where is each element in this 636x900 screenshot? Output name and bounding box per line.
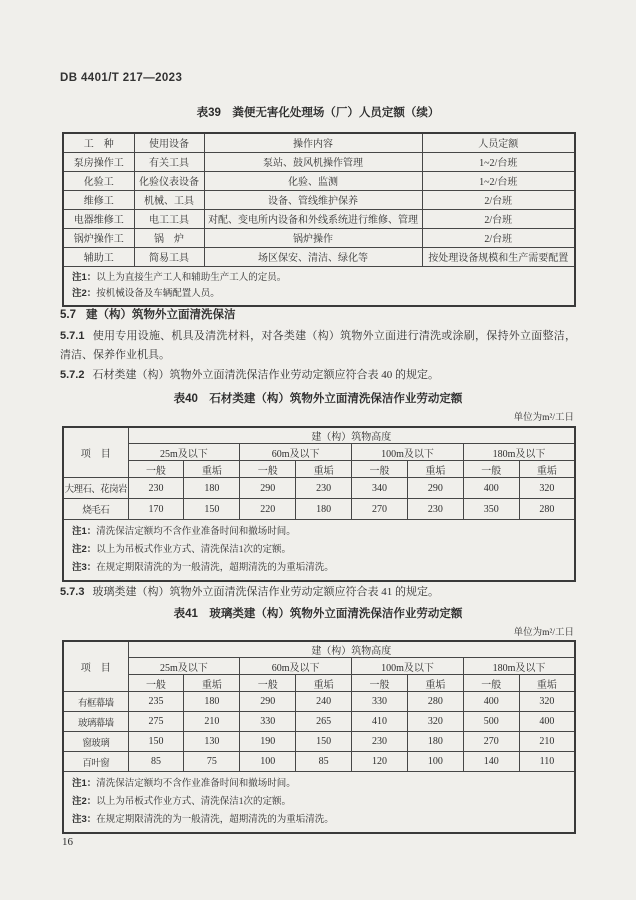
- col-header-equipment: 使用设备: [134, 133, 204, 152]
- value-cell: 290: [240, 692, 296, 712]
- value-cell: 130: [184, 732, 240, 752]
- value-cell: 290: [240, 478, 296, 499]
- value-cell: 190: [240, 732, 296, 752]
- note-label: 注2：: [72, 796, 97, 807]
- sub-header-heavy: 重垢: [296, 675, 352, 692]
- value-cell: 150: [184, 499, 240, 520]
- table-note: 注1：清洗保洁定额均不含作业准备时间和撤场时间。: [72, 526, 296, 537]
- value-cell: 330: [352, 692, 408, 712]
- sub-header-general: 一般: [128, 461, 184, 478]
- sub-header-general: 一般: [463, 461, 519, 478]
- value-cell: 290: [407, 478, 463, 499]
- value-cell: 1~2/台班: [422, 171, 575, 190]
- table41-header-row2: [63, 658, 575, 675]
- height-band-25m: 25m及以下: [128, 658, 240, 675]
- value-cell: 500: [463, 712, 519, 732]
- sub-header-heavy: 重垢: [519, 461, 575, 478]
- value-cell: 简易工具: [134, 247, 204, 266]
- table40-notes-row: [63, 520, 575, 582]
- value-cell: 235: [128, 692, 184, 712]
- sub-header-general: 一般: [240, 461, 296, 478]
- table41-header-row1: [63, 641, 575, 658]
- table41-body: [63, 692, 575, 772]
- note-label: 注3：: [72, 814, 97, 825]
- paragraph-5-7-1: [60, 327, 576, 365]
- paragraph-5-7-3: [60, 583, 576, 602]
- table-row: [63, 752, 575, 772]
- sub-header-heavy: 重垢: [184, 675, 240, 692]
- paragraph-number: 5.7.2: [60, 369, 85, 381]
- col-header-item: 项 目: [63, 427, 128, 478]
- value-cell: 120: [352, 752, 408, 772]
- note-label: 注2：: [72, 287, 97, 299]
- value-cell: 2/台班: [422, 209, 575, 228]
- value-cell: 320: [519, 478, 575, 499]
- value-cell: 按处理设备规模和生产需要配置: [422, 247, 575, 266]
- table41-glass-facade-quota: [62, 640, 576, 834]
- value-cell: 2/台班: [422, 190, 575, 209]
- value-cell: 100: [407, 752, 463, 772]
- table-note: 注2：按机械设备及车辆配置人员。: [72, 287, 220, 299]
- value-cell: 180: [184, 692, 240, 712]
- table41-notes-cell: [63, 772, 575, 834]
- table-note: 注3：在规定期限清洗的为一般清洗，超期清洗的为重垢清洗。: [72, 814, 334, 825]
- row-label-cell: 烧毛石: [63, 499, 128, 520]
- table-row: [63, 190, 575, 209]
- height-band-180m: 180m及以下: [463, 444, 575, 461]
- value-cell: 400: [463, 478, 519, 499]
- value-cell: 280: [519, 499, 575, 520]
- table-row: [63, 209, 575, 228]
- paragraph-5-7-2: [60, 366, 576, 385]
- value-cell: 210: [519, 732, 575, 752]
- table39-personnel-quota: [62, 132, 576, 307]
- table39-header-row: [63, 133, 575, 152]
- table41-notes-row: [63, 772, 575, 834]
- value-cell: 1~2/台班: [422, 152, 575, 171]
- value-cell: 75: [184, 752, 240, 772]
- row-label-cell: 维修工: [63, 190, 134, 209]
- section-5-7-heading: [60, 306, 236, 322]
- height-band-180m: 180m及以下: [463, 658, 575, 675]
- row-label-cell: 锅炉操作工: [63, 228, 134, 247]
- table-row: [63, 712, 575, 732]
- value-cell: 230: [128, 478, 184, 499]
- value-cell: 230: [407, 499, 463, 520]
- value-cell: 320: [407, 712, 463, 732]
- value-cell: 2/台班: [422, 228, 575, 247]
- sub-header-heavy: 重垢: [407, 461, 463, 478]
- value-cell: 场区保安、清洁、绿化等: [204, 247, 422, 266]
- section-title: 建（构）筑物外立面清洗保洁: [86, 309, 236, 321]
- note-label: 注1：: [72, 526, 97, 537]
- note-label: 注3：: [72, 562, 97, 573]
- sub-header-general: 一般: [128, 675, 184, 692]
- table-row: [63, 732, 575, 752]
- table-note: 注2：以上为吊板式作业方式、清洗保洁1次的定额。: [72, 796, 292, 807]
- row-label-cell: 大理石、花岗岩: [63, 478, 128, 499]
- height-band-60m: 60m及以下: [240, 444, 352, 461]
- table39-notes: [72, 270, 568, 302]
- value-cell: 220: [240, 499, 296, 520]
- value-cell: 有关工具: [134, 152, 204, 171]
- sub-header-general: 一般: [352, 675, 408, 692]
- value-cell: 210: [184, 712, 240, 732]
- table-note: 注1：以上为直接生产工人和辅助生产工人的定员。: [72, 271, 287, 283]
- table41-notes: [72, 775, 568, 829]
- value-cell: 85: [296, 752, 352, 772]
- value-cell: 230: [296, 478, 352, 499]
- paragraph-number: 5.7.1: [60, 330, 85, 342]
- table-row: [63, 152, 575, 171]
- height-band-100m: 100m及以下: [352, 658, 464, 675]
- value-cell: 泵站、鼓风机操作管理: [204, 152, 422, 171]
- height-band-60m: 60m及以下: [240, 658, 352, 675]
- value-cell: 350: [463, 499, 519, 520]
- table-row: [63, 247, 575, 266]
- value-cell: 330: [240, 712, 296, 732]
- row-label-cell: 泵房操作工: [63, 152, 134, 171]
- value-cell: 275: [128, 712, 184, 732]
- table-row: [63, 478, 575, 499]
- paragraph-number: 5.7.3: [60, 586, 85, 598]
- table39-notes-cell: [63, 266, 575, 306]
- sub-header-general: 一般: [352, 461, 408, 478]
- paragraph-text: 玻璃类建（构）筑物外立面清洗保洁作业劳动定额应符合表 41 的规定。: [92, 586, 439, 598]
- value-cell: 化验、监测: [204, 171, 422, 190]
- table-row: [63, 692, 575, 712]
- value-cell: 400: [463, 692, 519, 712]
- col-header-building-height: 建（构）筑物高度: [128, 641, 575, 658]
- value-cell: 410: [352, 712, 408, 732]
- note-label: 注2：: [72, 544, 97, 555]
- table39-caption: 表39 粪便无害化处理场（厂）人员定额（续）: [196, 107, 440, 119]
- table40-unit-label: 单位为m²/工日: [513, 413, 574, 423]
- value-cell: 110: [519, 752, 575, 772]
- table40-header-row2: [63, 444, 575, 461]
- value-cell: 180: [296, 499, 352, 520]
- row-label-cell: 化验工: [63, 171, 134, 190]
- value-cell: 280: [407, 692, 463, 712]
- table40-notes: [72, 523, 568, 577]
- value-cell: 240: [296, 692, 352, 712]
- height-band-100m: 100m及以下: [352, 444, 464, 461]
- value-cell: 机械、工具: [134, 190, 204, 209]
- value-cell: 340: [352, 478, 408, 499]
- note-label: 注1：: [72, 271, 97, 283]
- value-cell: 100: [240, 752, 296, 772]
- sub-header-heavy: 重垢: [407, 675, 463, 692]
- value-cell: 320: [519, 692, 575, 712]
- row-label-cell: 玻璃幕墙: [63, 712, 128, 732]
- height-band-25m: 25m及以下: [128, 444, 240, 461]
- sub-header-heavy: 重垢: [296, 461, 352, 478]
- table39-body: [63, 152, 575, 266]
- section-number: 5.7: [60, 309, 76, 321]
- col-header-item: 项 目: [63, 641, 128, 692]
- table41-unit-label: 单位为m²/工日: [513, 628, 574, 638]
- table-row: [63, 171, 575, 190]
- value-cell: 270: [352, 499, 408, 520]
- row-label-cell: 有框幕墙: [63, 692, 128, 712]
- value-cell: 230: [352, 732, 408, 752]
- value-cell: 180: [407, 732, 463, 752]
- page-number: 16: [62, 836, 73, 848]
- value-cell: 180: [184, 478, 240, 499]
- value-cell: 对配、变电所内设备和外线系统进行维修、管理: [204, 209, 422, 228]
- col-header-operation: 操作内容: [204, 133, 422, 152]
- table-note: 注1：清洗保洁定额均不含作业准备时间和撤场时间。: [72, 778, 296, 789]
- sub-header-general: 一般: [240, 675, 296, 692]
- table-row: [63, 228, 575, 247]
- paragraph-text: 石材类建（构）筑物外立面清洗保洁作业劳动定额应符合表 40 的规定。: [92, 369, 439, 381]
- table40-body: [63, 478, 575, 520]
- row-label-cell: 百叶窗: [63, 752, 128, 772]
- table-note: 注2：以上为吊板式作业方式、清洗保洁1次的定额。: [72, 544, 292, 555]
- value-cell: 锅炉操作: [204, 228, 422, 247]
- value-cell: 85: [128, 752, 184, 772]
- sub-header-heavy: 重垢: [184, 461, 240, 478]
- value-cell: 化验仪表设备: [134, 171, 204, 190]
- note-label: 注1：: [72, 778, 97, 789]
- table41-caption: 表41 玻璃类建（构）筑物外立面清洗保洁作业劳动定额: [173, 608, 463, 620]
- value-cell: 140: [463, 752, 519, 772]
- value-cell: 设备、管线维护保养: [204, 190, 422, 209]
- value-cell: 265: [296, 712, 352, 732]
- value-cell: 电工工具: [134, 209, 204, 228]
- sub-header-general: 一般: [463, 675, 519, 692]
- table40-caption: 表40 石材类建（构）筑物外立面清洗保洁作业劳动定额: [173, 393, 463, 405]
- value-cell: 150: [128, 732, 184, 752]
- table41-header-row3: [63, 675, 575, 692]
- col-header-building-height: 建（构）筑物高度: [128, 427, 575, 444]
- table40-stone-facade-quota: [62, 426, 576, 582]
- table40-header-row3: [63, 461, 575, 478]
- table40-notes-cell: [63, 520, 575, 582]
- row-label-cell: 窗玻璃: [63, 732, 128, 752]
- value-cell: 170: [128, 499, 184, 520]
- value-cell: 270: [463, 732, 519, 752]
- col-header-worker-type: 工 种: [63, 133, 134, 152]
- value-cell: 锅 炉: [134, 228, 204, 247]
- value-cell: 400: [519, 712, 575, 732]
- sub-header-heavy: 重垢: [519, 675, 575, 692]
- row-label-cell: 辅助工: [63, 247, 134, 266]
- table39-notes-row: [63, 266, 575, 306]
- col-header-quota: 人员定额: [422, 133, 575, 152]
- row-label-cell: 电器维修工: [63, 209, 134, 228]
- table40-header-row1: [63, 427, 575, 444]
- table-row: [63, 499, 575, 520]
- table-note: 注3：在规定期限清洗的为一般清洗，超期清洗的为重垢清洗。: [72, 562, 334, 573]
- doc-code-header: DB 4401/T 217—2023: [60, 72, 183, 84]
- value-cell: 150: [296, 732, 352, 752]
- paragraph-text: 使用专用设施、机具及清洗材料，对各类建（构）筑物外立面进行清洗或涂刷，保持外立面整洁，清洁、保养作业机具。: [60, 330, 576, 361]
